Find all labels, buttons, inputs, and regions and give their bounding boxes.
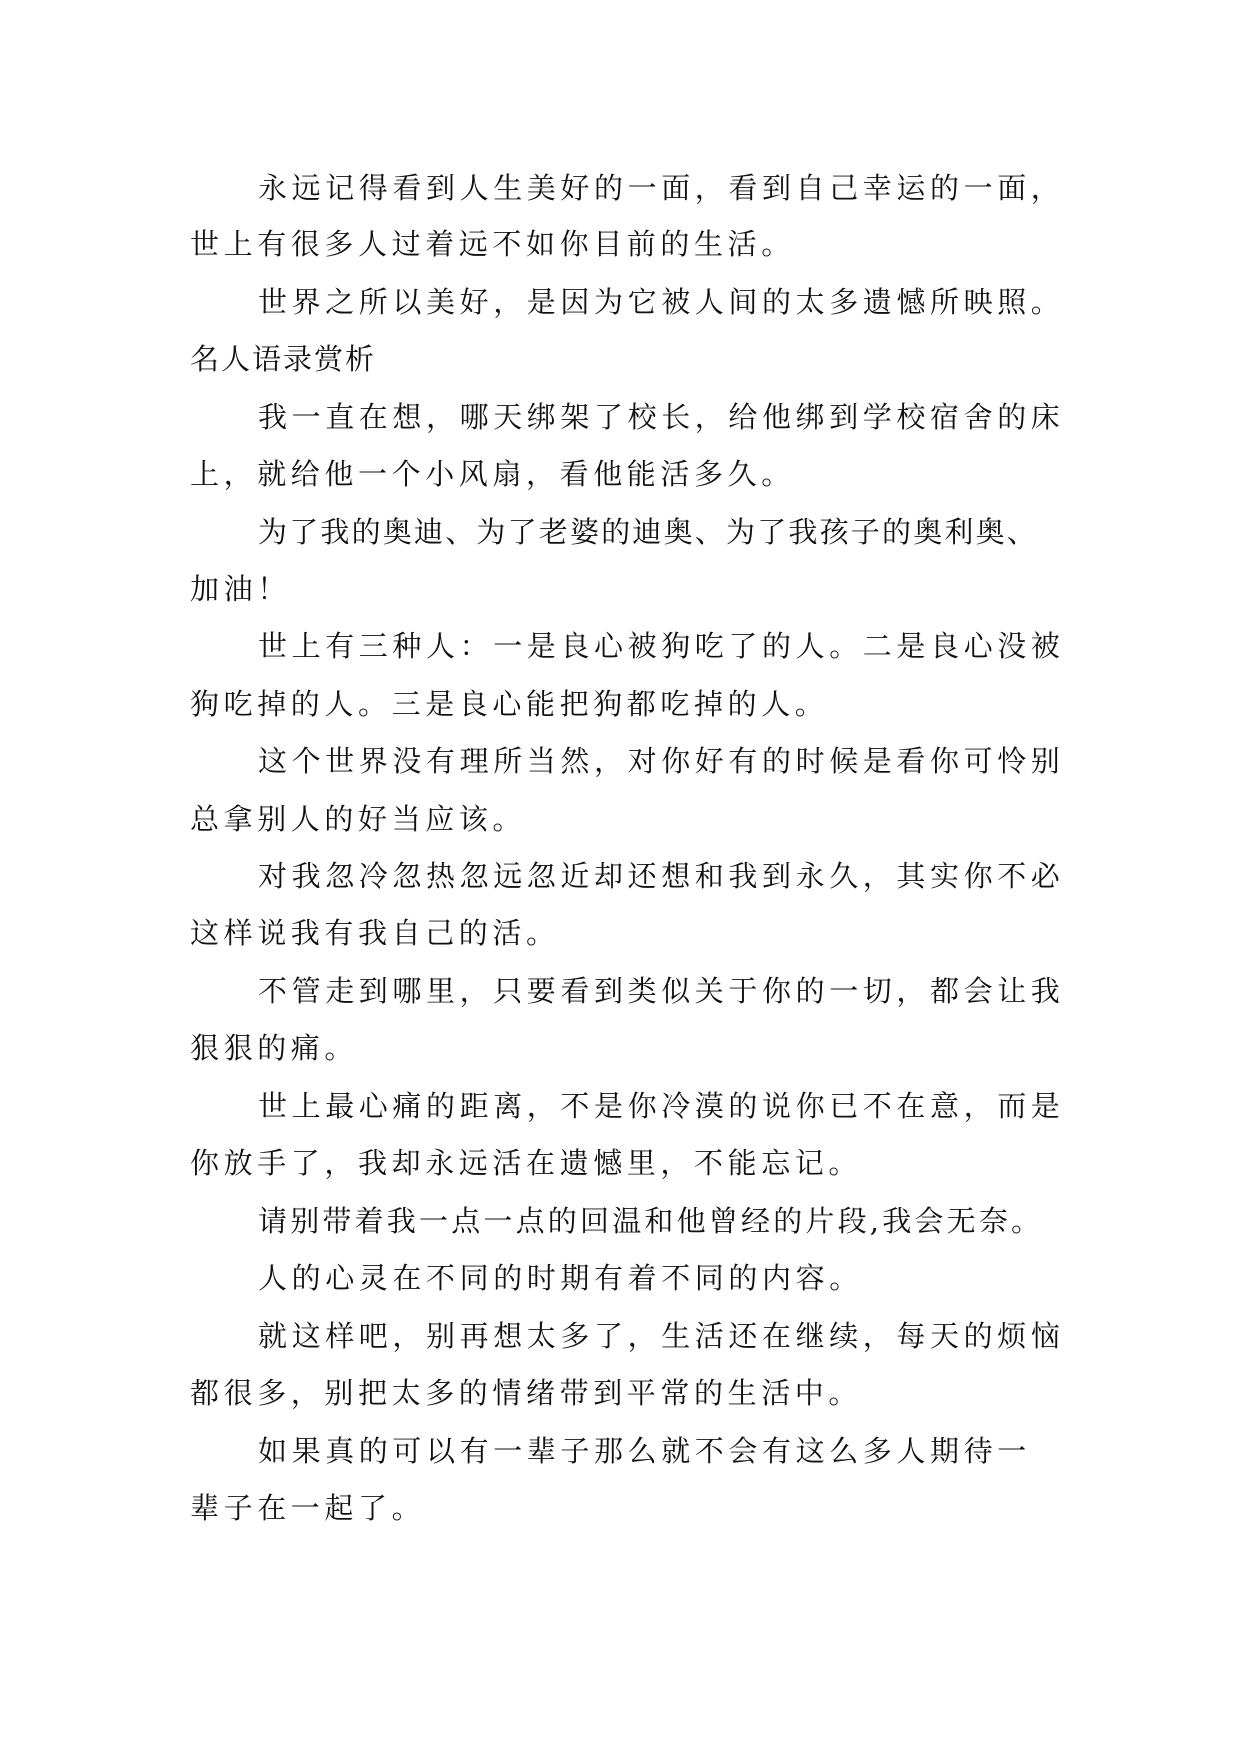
text-line: 你放手了，我却永远活在遗憾里，不能忘记。 — [190, 1146, 863, 1180]
text-line: 辈子在一起了。 — [190, 1491, 426, 1525]
text-line: 永远记得看到人生美好的一面，看到自己幸运的一面， — [258, 171, 1065, 205]
text-line: 总拿别人的好当应该。 — [190, 802, 527, 836]
text-line: 都很多，别把太多的情绪带到平常的生活中。 — [190, 1376, 863, 1410]
text-line: 就这样吧，别再想太多了，生活还在继续，每天的烦恼 — [258, 1319, 1065, 1353]
text-line: 不管走到哪里，只要看到类似关于你的一切，都会让我 — [258, 974, 1065, 1008]
text-line: 这样说我有我自己的活。 — [190, 916, 560, 950]
text-line: 人的心灵在不同的时期有着不同的内容。 — [258, 1261, 863, 1295]
section-heading: 名人语录赏析 — [190, 342, 377, 376]
text-line: 我一直在想，哪天绑架了校长，给他绑到学校宿舍的床 — [258, 400, 1065, 434]
text-line: 上，就给他一个小风扇，看他能活多久。 — [190, 457, 795, 491]
text-line: 对我忽冷忽热忽远忽近却还想和我到永久，其实你不必 — [258, 859, 1065, 893]
text-line: 世上有很多人过着远不如你目前的生活。 — [190, 227, 795, 261]
text-line: 为了我的奥迪、为了老婆的迪奥、为了我孩子的奥利奥、 — [258, 515, 1039, 549]
text-line: 请别带着我一点一点的回温和他曾经的片段,我会无奈。 — [258, 1204, 1044, 1238]
text-line: 这个世界没有理所当然，对你好有的时候是看你可怜别 — [258, 744, 1065, 778]
text-line: 加油！ — [190, 572, 291, 606]
text-line: 狠狠的痛。 — [190, 1031, 359, 1065]
text-line: 狗吃掉的人。三是良心能把狗都吃掉的人。 — [190, 687, 829, 721]
text-line: 世上有三种人：一是良心被狗吃了的人。二是良心没被 — [258, 629, 1065, 663]
text-line: 世上最心痛的距离，不是你冷漠的说你已不在意，而是 — [258, 1089, 1065, 1123]
text-line: 世界之所以美好，是因为它被人间的太多遗憾所映照。 — [258, 285, 1065, 319]
text-line: 如果真的可以有一辈子那么就不会有这么多人期待一 — [258, 1434, 1031, 1468]
